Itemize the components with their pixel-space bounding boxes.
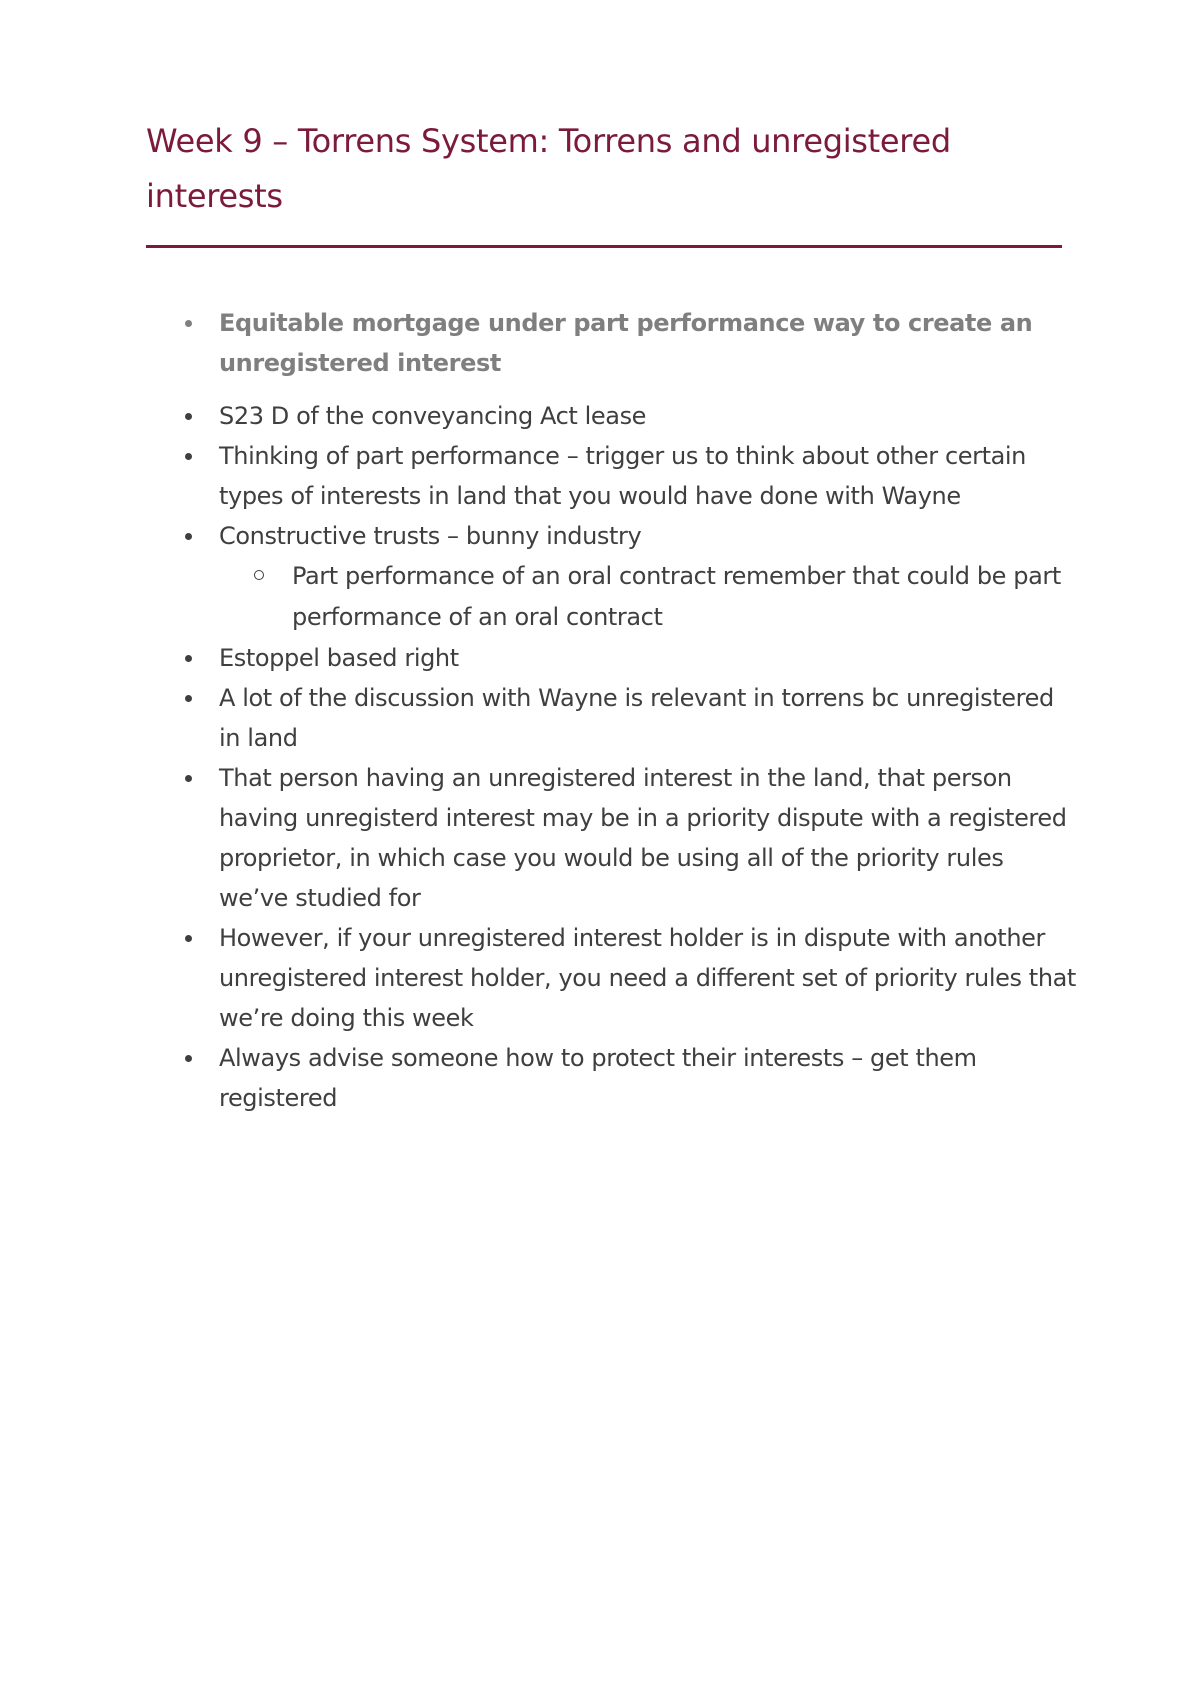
list-item (146, 678, 1076, 758)
list-item (146, 918, 1076, 1038)
bullet-icon (185, 935, 192, 942)
list-item-text: That person having an unregistered interest in the land, that person having unregisterd interest may be in a priority dispute with a registered proprietor, in which case you would be using all of the priority rules we’ve studied for (219, 764, 1067, 912)
title-divider (146, 245, 1062, 248)
bullet-icon (185, 453, 192, 460)
list-item-text: S23 D of the conveyancing Act lease (219, 402, 647, 430)
sub-bullet-list (219, 556, 1076, 638)
page-title: Week 9 – Torrens System: Torrens and unregistered interests (146, 122, 951, 215)
list-item-text: Always advise someone how to protect their interests – get them registered (219, 1044, 977, 1112)
bullet-icon (185, 533, 192, 540)
bullet-icon (185, 413, 192, 420)
list-item (146, 516, 1076, 638)
bullet-icon (185, 775, 192, 782)
list-item-text: A lot of the discussion with Wayne is relevant in torrens bc unregistered in land (219, 684, 1054, 752)
bullet-list (146, 303, 1076, 1118)
list-item (146, 638, 1076, 678)
bullet-icon (185, 320, 192, 327)
list-item (146, 436, 1076, 516)
bullet-icon (185, 655, 192, 662)
list-item-text: However, if your unregistered interest holder is in dispute with another unregistered interest holder, you need a different set of priority rules that we’re doing this week (219, 924, 1076, 1032)
list-item-text: Estoppel based right (219, 644, 459, 672)
bullet-icon (185, 695, 192, 702)
circle-bullet-icon (254, 570, 264, 580)
sub-list-item (219, 556, 1076, 638)
list-item (146, 1038, 1076, 1118)
list-item-text: Constructive trusts – bunny industry (219, 522, 642, 550)
bullet-icon (185, 1055, 192, 1062)
list-item (146, 303, 1076, 383)
list-item-text: Equitable mortgage under part performance way to create an unregistered interest (219, 309, 1033, 377)
list-item (146, 396, 1076, 436)
sub-list-item-text: Part performance of an oral contract remember that could be part performance of an oral contract (292, 562, 1061, 631)
list-item (146, 758, 1076, 918)
list-item-text: Thinking of part performance – trigger us to think about other certain types of interests in land that you would have done with Wayne (219, 442, 1026, 510)
